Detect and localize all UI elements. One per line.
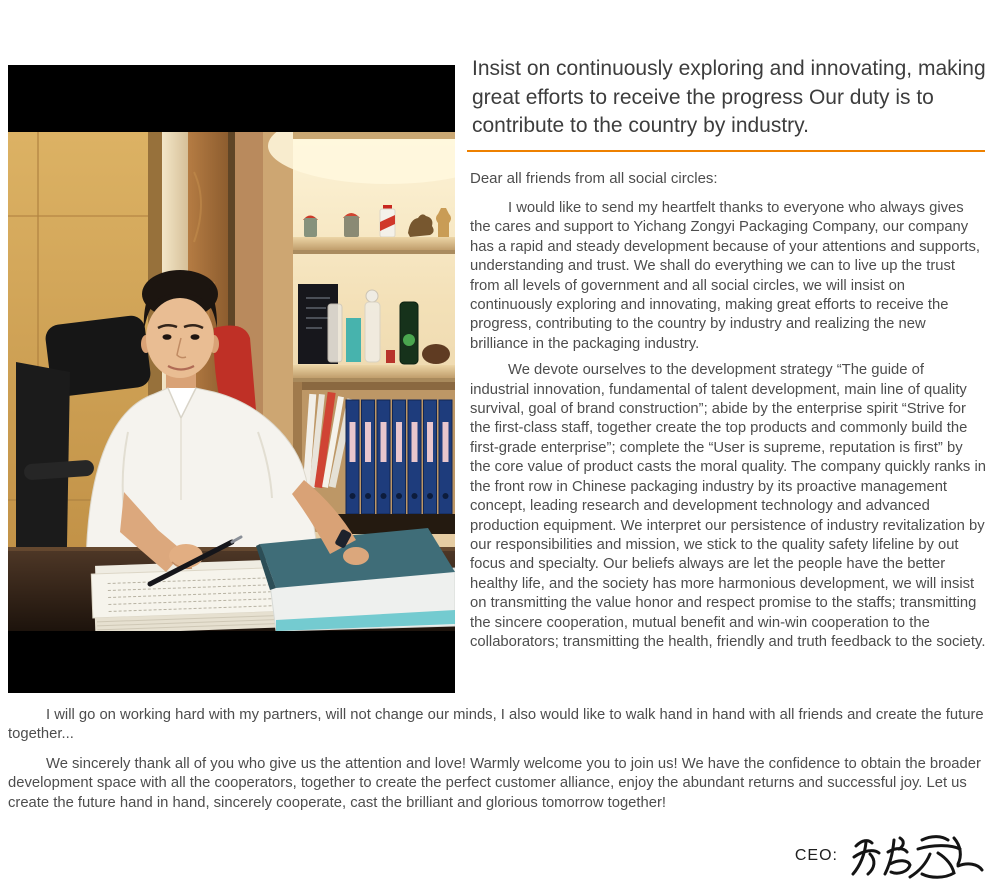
letter-paragraph-2: We devote ourselves to the development strategy “The guide of industrial innovation, fundamental of talent development, main line of quality survival, goal of brand construction”; abide by the enterprise spirit “Strive for the first-class staff, together create the top products and commonly build the first-grade enterprise”; complete the “User is supreme, reputation is first” by the core value of product casts the moral quality. The company quickly ranks in the front row in Chinese packaging industry by its proactive management concept, leading research and development technology and advanced production equipment. We interpret our persistence of industry revitalization by our responsibilities and mission, we stick to the quality safety lifeline by out focus and specialty. Our beliefs always are let the people have the better healthy life, and the society has more harmonious development, we will insist on transmitting the value honor and respect promise to the staffs; transmitting the sincere cooperation, mutual benefit and win-win cooperation to the collaborators; transmitting the health, friendly and truth feedback to the society. [470,362,986,650]
photo-letterbox-bottom [8,631,455,693]
letter-body [470,199,987,659]
letter-paragraph-1: I would like to send my heartfelt thanks to everyone who always gives the cares and support to Yichang Zongyi Packaging Company, our company has a rapid and steady development because of your attentions and supports, understanding and trust. We shall do everything we can to live up the trust from all levels of government and all social circles, we will insist on continuously exploring and innovating, making great efforts to receive the progress, contributing to the country by industry and realizing the new brilliance in the packaging industry. [470,200,981,352]
photo-letterbox-top [8,65,455,132]
closing-paragraph-1: I will go on working hard with my partners, will not change our minds, I also would like to walk hand in hand with all friends and create the future together... [8,707,984,743]
ceo-label: CEO: [794,847,838,864]
ceo-office-scene [8,132,455,631]
accent-divider [467,150,985,152]
signature-row [795,830,986,882]
closing-paragraph-2: We sincerely thank all of you who give us the attention and love! Warmly welcome you to join us! We have the confidence to obtain the broader development space with all the cooperators, together to create the perfect customer alliance, enjoy the abundant returns and successful joy. Let us create the future hand in hand, sincerely cooperate, cast the brilliant and glorious tomorrow together! [8,755,981,811]
page-title: Insist on continuously exploring and innovating, making great efforts to receive the progress Our duty is to contribute to the country by industry. [472,57,986,137]
closing-section [8,706,990,823]
salutation: Dear all friends from all social circles: [470,170,718,187]
folder-and-books [256,528,455,631]
ceo-signature [846,830,986,882]
ceo-photo [8,65,455,693]
